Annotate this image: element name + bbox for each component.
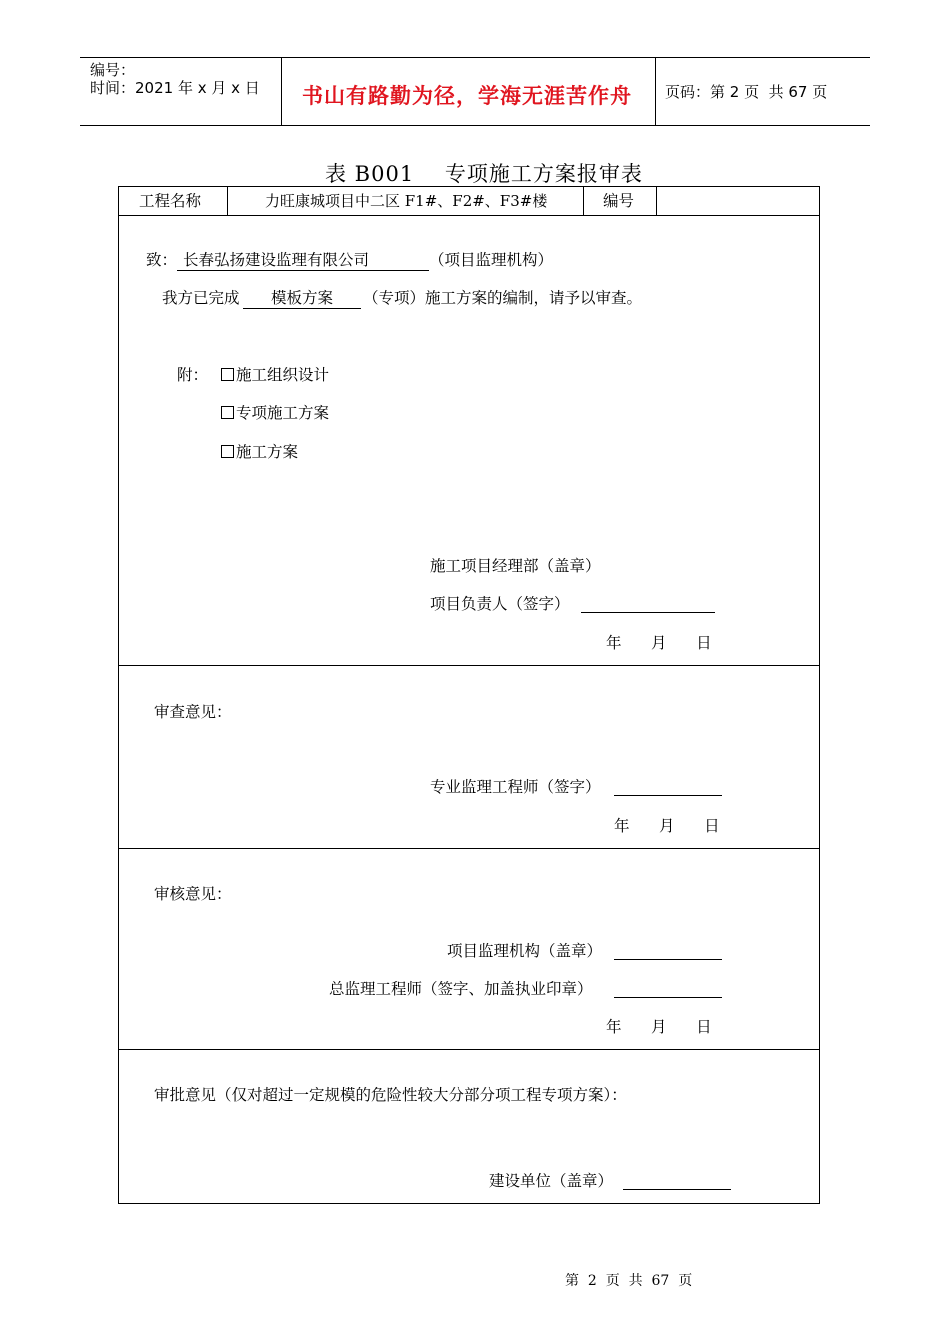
attachment-item [221, 365, 329, 385]
row-divider-submission [119, 665, 819, 666]
row-divider-audit [119, 1049, 819, 1050]
doc-time-label: 时间：2021 年 x 月 x 日 [90, 79, 260, 97]
form-title: 表 B001 专项施工方案报审表 [325, 162, 643, 186]
recipient-underline [177, 270, 429, 271]
attachment-org-design-label: 施工组织设计 [236, 366, 330, 384]
contractor-dept-stamp: 施工项目经理部（盖章） [430, 557, 601, 575]
contractor-person-label: 项目负责人（签字） [430, 595, 570, 613]
header-top-rule [80, 57, 870, 58]
checkbox-icon[interactable] [221, 368, 234, 381]
header-divider-right [655, 57, 656, 125]
header-page-info: 页码：第 2 页 共 67 页 [665, 83, 828, 101]
completed-prefix: 我方已完成 [162, 289, 240, 307]
col-divider-1 [227, 187, 228, 215]
doc-number-label: 编号： [90, 61, 136, 79]
attachments-label: 附： [177, 366, 209, 384]
contractor-signature-line [581, 612, 715, 613]
audit-chief-line [614, 997, 722, 998]
approval-opinion-label: 审批意见（仅对超过一定规模的危险性较大分部分项工程专项方案）： [154, 1086, 627, 1104]
checkbox-icon[interactable] [221, 445, 234, 458]
review-date: 年 月 日 [614, 817, 720, 835]
approval-signature-line [623, 1189, 731, 1190]
recipient-label: 致： [146, 251, 178, 269]
recipient-suffix: （项目监理机构） [429, 251, 554, 269]
audit-date: 年 月 日 [606, 1018, 712, 1036]
motto-banner: 书山有路勤为径，学海无涯苦作舟 [302, 84, 632, 108]
header-bottom-rule [80, 125, 870, 126]
header-divider-left [281, 57, 282, 125]
review-signature-line [614, 795, 722, 796]
attachment-construction-plan-label: 施工方案 [236, 443, 299, 461]
col-divider-2 [583, 187, 584, 215]
project-name-label: 工程名称 [139, 192, 202, 210]
review-signer-label: 专业监理工程师（签字） [430, 778, 601, 796]
project-name-value: 力旺康城项目中二区 F1#、F2#、F3#楼 [265, 192, 548, 210]
review-opinion-label: 审查意见： [154, 703, 232, 721]
attachment-item [221, 403, 329, 423]
approval-form-table [118, 186, 820, 1204]
completed-suffix: （专项）施工方案的编制，请予以审查。 [363, 289, 643, 307]
completed-plan-value: 模板方案 [271, 289, 334, 307]
footer-page-number: 第 2 页 共 67 页 [565, 1273, 693, 1289]
audit-org-line [614, 959, 722, 960]
completed-plan-underline [243, 308, 361, 309]
attachment-special-plan-label: 专项施工方案 [236, 404, 330, 422]
approval-signer-label: 建设单位（盖章） [489, 1172, 614, 1190]
attachment-item [221, 442, 298, 462]
row-divider-header [119, 215, 819, 216]
checkbox-icon[interactable] [221, 406, 234, 419]
col-divider-3 [656, 187, 657, 215]
recipient-value: 长春弘扬建设监理有限公司 [183, 251, 370, 269]
contractor-date: 年 月 日 [606, 634, 712, 652]
row-divider-review [119, 848, 819, 849]
audit-chief-label: 总监理工程师（签字、加盖执业印章） [329, 980, 593, 998]
audit-org-label: 项目监理机构（盖章） [447, 942, 603, 960]
number-label: 编号 [603, 192, 635, 210]
audit-opinion-label: 审核意见： [154, 885, 232, 903]
